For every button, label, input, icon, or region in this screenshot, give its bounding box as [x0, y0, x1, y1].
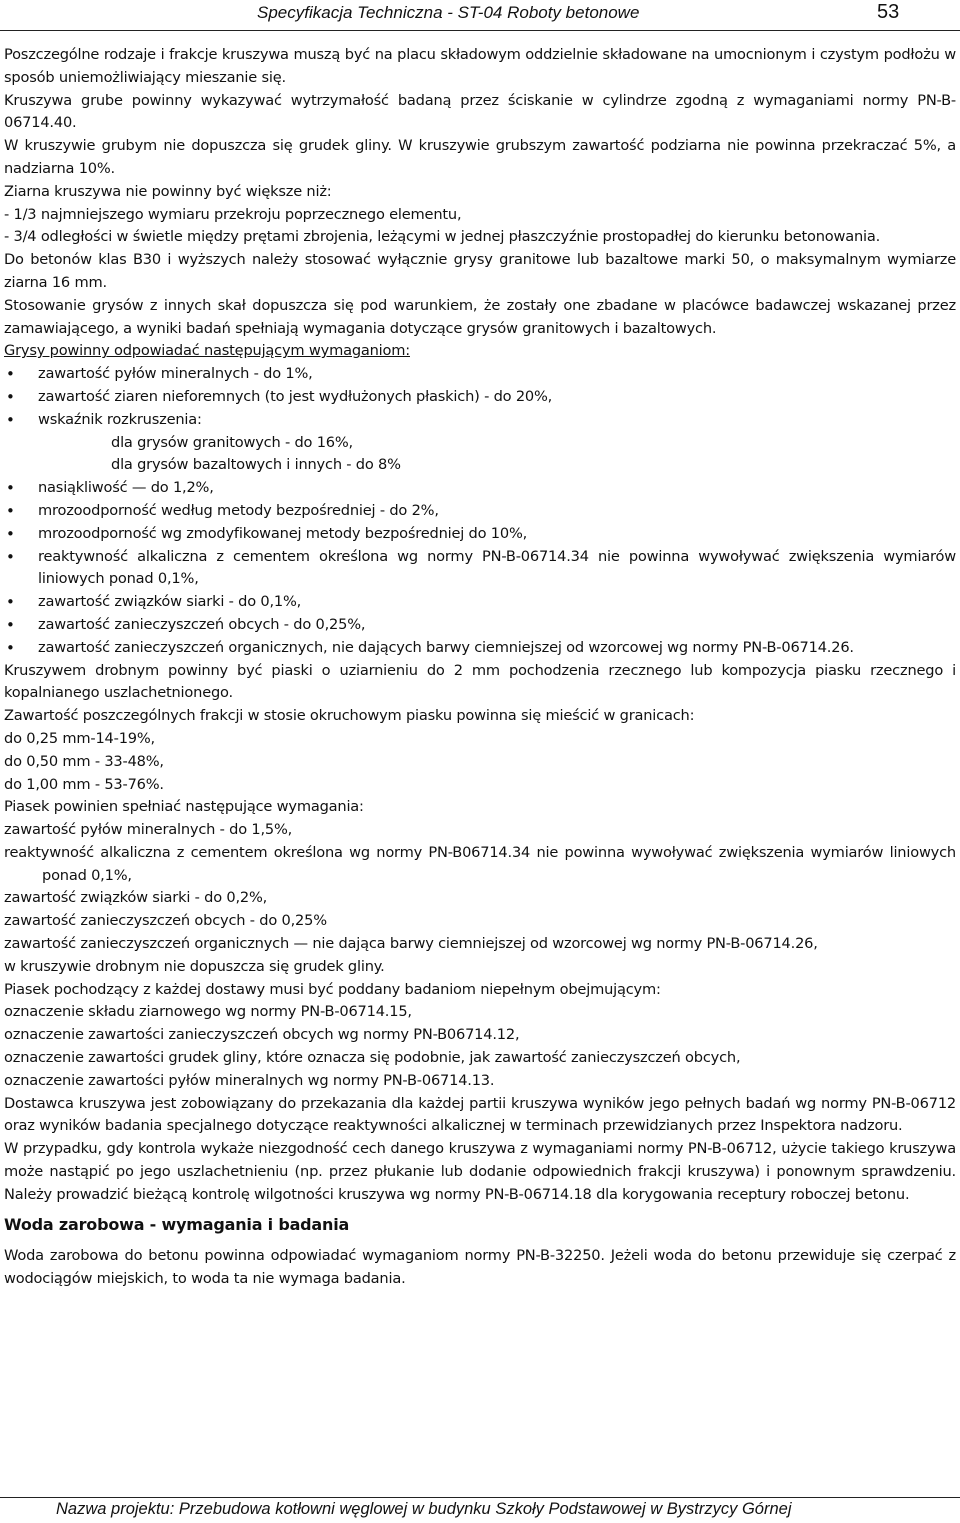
list-item: • wskaźnik rozkruszenia:	[4, 409, 956, 432]
page-number: 53	[877, 1, 900, 23]
paragraph: - 3/4 odległości w świetle między prętami zbrojenia, leżącymi w jednej płaszczyźnie prostopadłej do kierunku betonowania.	[4, 228, 881, 246]
list-item: • zawartość ziaren nieforemnych (to jest wydłużonych płaskich) - do 20%,	[4, 386, 956, 409]
fraction-line: do 1,00 mm - 53-76%.	[4, 775, 164, 793]
paragraph: Woda zarobowa do betonu powinna odpowiadać wymaganiom normy PN-B-32250. Jeżeli woda do betonu przewiduje się czerpać z wodociągów miejskich, to woda ta nie wymaga badania.	[4, 1247, 956, 1288]
document-body	[4, 44, 956, 1291]
list-item: • mrozoodporność wg zmodyfikowanej metody bezpośredniej do 10%,	[4, 523, 956, 546]
list-item: • nasiąkliwość — do 1,2%,	[4, 477, 956, 500]
list-item: • mrozoodporność według metody bezpośredniej - do 2%,	[4, 500, 956, 523]
list-item: • reaktywność alkaliczna z cementem określona wg normy PN-B-06714.34 nie powinna wywoływać zwiększenia wymiarów liniowych ponad 0,1%,	[4, 546, 956, 592]
page-footer	[0, 1497, 960, 1523]
test-line: oznaczenie zawartości zanieczyszczeń obcych wg normy PN-B06714.12,	[4, 1026, 520, 1044]
list-item: • zawartość pyłów mineralnych - do 1%,	[4, 363, 956, 386]
document-title: Specyfikacja Techniczna - ST-04 Roboty betonowe	[257, 3, 640, 22]
paragraph: Kruszywem drobnym powinny być piaski o uziarnieniu do 2 mm pochodzenia rzecznego lub kompozycja piasku rzecznego i kopalnianego uszlachetnionego.	[4, 661, 956, 702]
paragraph: Piasek powinien spełniać następujące wymagania:	[4, 798, 364, 816]
project-name: Nazwa projektu: Przebudowa kotłowni węglowej w budynku Szkoły Podstawowej w Bystrzycy Górnej	[56, 1500, 792, 1518]
paragraph: Piasek pochodzący z każdej dostawy musi być poddany badaniom niepełnym obejmującym:	[4, 980, 661, 998]
requirement-line: reaktywność alkaliczna z cementem określona wg normy PN-B06714.34 nie powinna wywoływać zwiększenia wymiarów liniowych ponad 0,1%,	[4, 843, 956, 884]
page-header	[0, 0, 960, 31]
requirement-line: zawartość zanieczyszczeń organicznych — nie dająca barwy ciemniejszej od wzorcowej wg normy PN-B-06714.26,	[4, 935, 818, 953]
paragraph: Ziarna kruszywa nie powinny być większe niż:	[4, 182, 332, 200]
list-item: • zawartość zanieczyszczeń obcych - do 0,25%,	[4, 614, 956, 637]
paragraph: W kruszywie grubym nie dopuszcza się grudek gliny. W kruszywie grubszym zawartość podziarna nie powinna przekraczać 5%, a nadziarna 10%.	[4, 137, 956, 177]
test-line: oznaczenie zawartości grudek gliny, które oznacza się podobnie, jak zawartość zanieczyszczeń obcych,	[4, 1049, 741, 1067]
paragraph: - 1/3 najmniejszego wymiaru przekroju poprzecznego elementu,	[4, 205, 462, 223]
fraction-line: do 0,50 mm - 33-48%,	[4, 752, 164, 770]
requirement-line: w kruszywie drobnym nie dopuszcza się grudek gliny.	[4, 957, 385, 975]
paragraph: Stosowanie grysów z innych skał dopuszcza się pod warunkiem, że zostały one zbadane w placówce badawczej wskazanej przez zamawiającego, a wyniki badań spełniają wymagania dotyczące grysów granitowych i bazaltowych.	[4, 296, 956, 337]
requirement-line: zawartość zanieczyszczeń obcych - do 0,25%	[4, 912, 327, 930]
section-lead: Grysy powinny odpowiadać następującym wymaganiom:	[4, 342, 410, 360]
requirement-line: zawartość związków siarki - do 0,2%,	[4, 889, 268, 907]
paragraph: W przypadku, gdy kontrola wykaże niezgodność cech danego kruszywa z wymaganiami normy PN-B-06712, użycie takiego kruszywa może nastąpić po jego uszlachetnieniu (np. przez płukanie lub dodanie odpowiednich frakcji kruszywa) i ponownym sprawdzeniu. Należy prowadzić bieżącą kontrolę wilgotności kruszywa wg normy PN-B-06714.18 dla korygowania receptury roboczej betonu.	[4, 1140, 956, 1203]
grysy-requirements-list	[4, 363, 956, 431]
list-subitem: dla grysów granitowych - do 16%,	[111, 433, 353, 451]
list-item: • zawartość związków siarki - do 0,1%,	[4, 591, 956, 614]
paragraph: Dostawca kruszywa jest zobowiązany do przekazania dla każdej partii kruszywa wyników jego pełnych badań wg normy PN-B-06712 oraz wyników badania specjalnego dotyczące reaktywności alkalicznej w terminach przewidzianych przez Inspektora nadzoru.	[4, 1094, 956, 1135]
section-heading: Woda zarobowa - wymagania i badania	[4, 1214, 350, 1234]
paragraph: Poszczególne rodzaje i frakcje kruszywa muszą być na placu składowym oddzielnie składowane na umocnionym i czystym podłożu w sposób uniemożliwiający mieszanie się.	[4, 46, 956, 86]
test-line: oznaczenie składu ziarnowego wg normy PN-B-06714.15,	[4, 1003, 412, 1021]
test-line: oznaczenie zawartości pyłów mineralnych wg normy PN-B-06714.13.	[4, 1071, 495, 1089]
paragraph: Kruszywa grube powinny wykazywać wytrzymałość badaną przez ściskanie w cylindrze zgodną z wymaganiami normy PN-B-06714.40.	[4, 91, 956, 132]
paragraph: Zawartość poszczególnych frakcji w stosie okruchowym piasku powinna się mieścić w granicach:	[4, 707, 695, 725]
fraction-line: do 0,25 mm-14-19%,	[4, 729, 155, 747]
requirement-line: zawartość pyłów mineralnych - do 1,5%,	[4, 821, 293, 839]
grysy-requirements-list-cont	[4, 477, 956, 659]
list-subitem: dla grysów bazaltowych i innych - do 8%	[111, 456, 401, 474]
paragraph: Do betonów klas B30 i wyższych należy stosować wyłącznie grysy granitowe lub bazaltowe marki 50, o maksymalnym wymiarze ziarna 16 mm.	[4, 251, 956, 291]
list-item: • zawartość zanieczyszczeń organicznych, nie dających barwy ciemniejszej od wzorcowej wg normy PN-B-06714.26.	[4, 637, 956, 660]
